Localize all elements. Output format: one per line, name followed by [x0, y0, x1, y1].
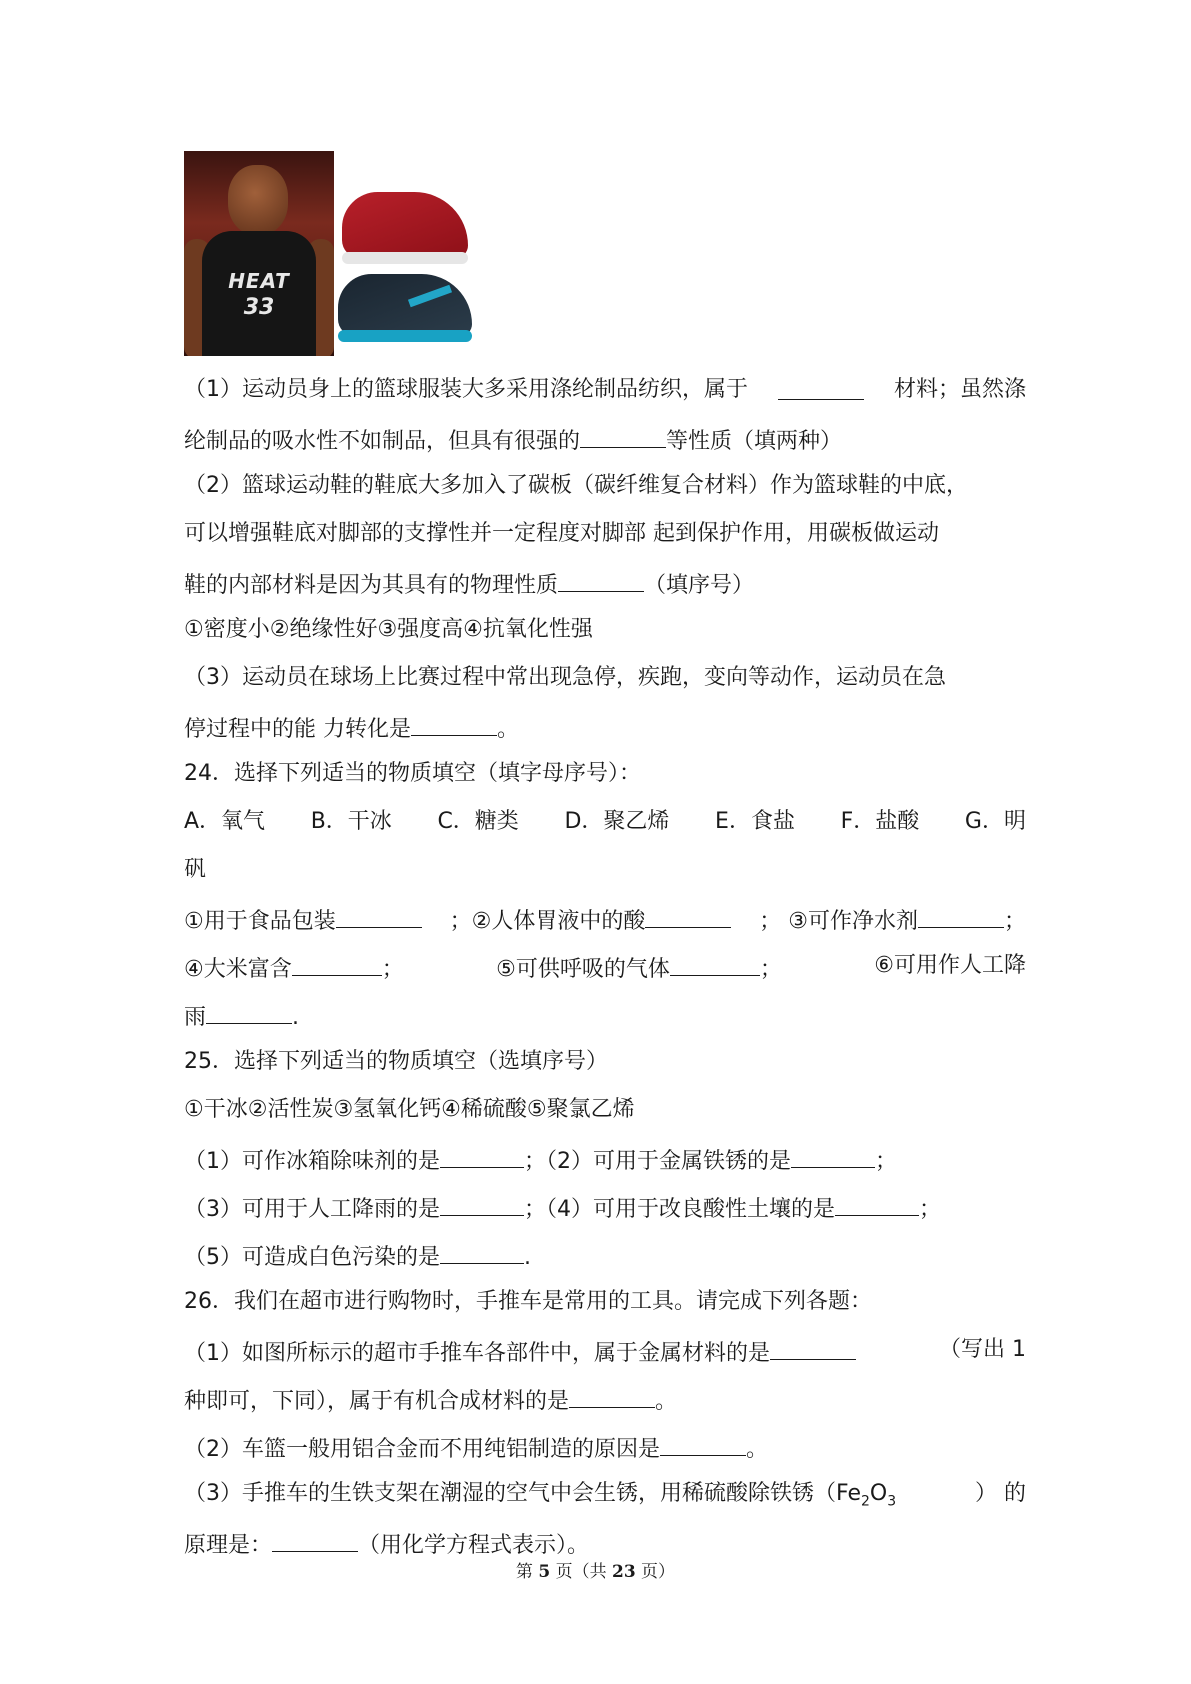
question-24-row-1: ①用于食品包装 ；②人体胃液中的酸 ； ③可作净水剂 ；	[184, 903, 1026, 937]
answer-blank	[835, 1191, 919, 1216]
answer-blank	[440, 1143, 524, 1168]
question-26-row-2: 种即可，下同），属于有机合成材料的是 。	[184, 1383, 677, 1417]
question-26-title: 26．我们在超市进行购物时，手推车是常用的工具。请完成下列各题：	[184, 1289, 872, 1314]
answer-blank	[580, 423, 666, 448]
dark-shoe	[338, 274, 472, 336]
text-line-4: 可以增强鞋底对脚部的支撑性并一定程度对脚部 起到保护作用，用碳板做运动	[184, 521, 939, 546]
current-page-number: 5	[538, 1562, 551, 1582]
question-24-title: 24．选择下列适当的物质填空（填字母序号）：	[184, 761, 641, 786]
answer-blank	[206, 999, 292, 1024]
total-page-count: 23	[611, 1562, 636, 1582]
text-line-3: （2）篮球运动鞋的鞋底大多加入了碳板（碳纤维复合材料）作为篮球鞋的中底，	[184, 473, 968, 498]
player-jersey	[202, 231, 316, 356]
answer-blank	[411, 711, 497, 736]
question-26-row-1: （1）如图所标示的超市手推车各部件中，属于金属材料的是 （写出 1	[184, 1337, 1026, 1366]
answer-blank	[660, 1431, 746, 1456]
question-25-title: 25．选择下列适当的物质填空（选填序号）	[184, 1049, 608, 1074]
answer-blank	[272, 1527, 358, 1552]
answer-blank	[791, 1143, 875, 1168]
text-line-8: 停过程中的能 力转化是 。	[184, 711, 519, 745]
answer-blank	[918, 903, 1004, 928]
answer-blank	[645, 903, 731, 928]
text-line-1: （1）运动员身上的篮球服装大多采用涤纶制品纺织，属于 材料；虽然涤	[184, 377, 1026, 402]
text-line-7: （3）运动员在球场上比赛过程中常出现急停，疾跑，变向等动作，运动员在急	[184, 665, 946, 690]
answer-blank	[770, 1335, 856, 1360]
basketball-player-photo	[184, 151, 334, 356]
question-26-row-3: （2）车篮一般用铝合金而不用纯铝制造的原因是 。	[184, 1431, 768, 1465]
text-line-5: 鞋的内部材料是因为其具有的物理性质 （填序号）	[184, 567, 754, 601]
player-head	[228, 165, 288, 235]
question-26-row-4: （3）手推车的生铁支架在潮湿的空气中会生锈，用稀硫酸除铁锈（$Fe_2O_3$ ） 的	[184, 1481, 1026, 1510]
question-24-row-3: 雨 .	[184, 999, 299, 1033]
answer-blank	[558, 567, 644, 592]
question-25-row-1: （1）可作冰箱除味剂的是 ；（2）可用于金属铁锈的是 ；	[184, 1143, 897, 1177]
page-footer: 第 5 页（共 23 页）	[515, 1562, 676, 1582]
answer-blank	[440, 1239, 524, 1264]
answer-blank	[778, 375, 864, 400]
question-24-options: A．氧气 B．干冰 C．糖类 D．聚乙烯 E．食盐 F．盐酸 G．明	[184, 809, 1026, 834]
question-24-row-2: ④大米富含 ； ⑤可供呼吸的气体 ； ⑥可用作人工降	[184, 953, 1026, 982]
answer-blank	[292, 951, 382, 976]
jersey-number-text: 33	[243, 295, 275, 320]
text-line-2: 纶制品的吸水性不如制品，但具有很强的 等性质（填两种）	[184, 423, 842, 457]
red-shoe	[342, 192, 468, 258]
text-line-6: ①密度小②绝缘性好③强度高④抗氧化性强	[184, 617, 593, 642]
basketball-shoes-photo	[336, 190, 476, 356]
answer-blank	[670, 951, 760, 976]
question-25-list: ①干冰②活性炭③氢氧化钙④稀硫酸⑤聚氯乙烯	[184, 1097, 635, 1122]
question-26-row-5: 原理是： （用化学方程式表示）。	[184, 1527, 589, 1561]
answer-blank	[440, 1191, 524, 1216]
jersey-team-text: HEAT	[228, 269, 290, 293]
question-25-row-3: （5）可造成白色污染的是 .	[184, 1239, 531, 1273]
question-24-options-cont: 矾	[184, 857, 207, 882]
question-25-row-2: （3）可用于人工降雨的是 ；（4）可用于改良酸性土壤的是 ；	[184, 1191, 941, 1225]
answer-blank	[569, 1383, 655, 1408]
answer-blank	[336, 903, 422, 928]
